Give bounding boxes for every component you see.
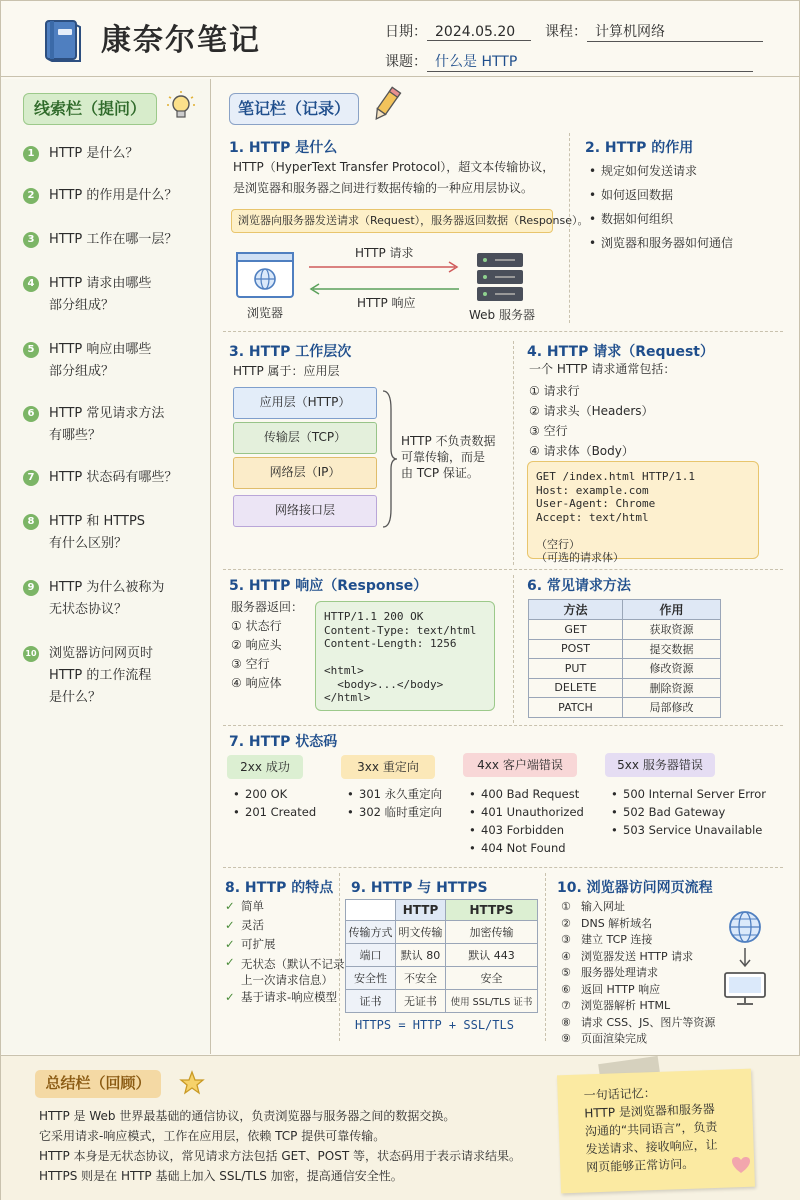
lightbulb-icon xyxy=(165,89,197,125)
response-part: ④ 响应体 xyxy=(231,676,282,690)
list-item: ✓ 可扩展 xyxy=(225,935,345,954)
memo-sticky-note: 一句话记忆： HTTP 是浏览器和服务器 沟通的“共同语言”，负责 发送请求、接收响应，让 网页能够正常访问。 xyxy=(557,1069,755,1194)
topic-value: 什么是 HTTP xyxy=(427,51,753,72)
monitor-icon xyxy=(723,971,767,1007)
section-4-intro: 一个 HTTP 请求通常包括： xyxy=(529,362,676,376)
https-formula: HTTPS = HTTP + SSL/TLS xyxy=(355,1018,514,1032)
https-cell: 安全 xyxy=(446,967,538,990)
http-cell: 无证书 xyxy=(396,990,446,1013)
http-cell: 明文传输 xyxy=(396,921,446,944)
list-item: ⑦ 浏览器解析 HTML xyxy=(561,999,671,1012)
section-1-body: HTTP（HyperText Transfer Protocol），超文本传输协议， 是浏览器和服务器之间进行数据传输的一种应用层协议。 xyxy=(233,160,555,195)
http-https-table xyxy=(345,899,538,1013)
http-features-list xyxy=(225,897,345,1007)
table-header: HTTP xyxy=(396,900,446,921)
course-label: 课程： xyxy=(545,24,587,40)
method-purpose-cell: 获取资源 xyxy=(623,620,721,640)
request-methods-table xyxy=(528,599,721,718)
list-item: ⑨ 页面渲染完成 xyxy=(561,1032,647,1045)
list-item: ✓ 灵活 xyxy=(225,916,345,935)
http-request-label: HTTP 请求 xyxy=(355,246,414,260)
method-purpose-cell: 局部修改 xyxy=(623,698,721,718)
response-code-sample: HTTP/1.1 200 OK Content-Type: text/html Content-Length: 1256 <html> <body>...</body> </html> xyxy=(315,601,495,711)
request-code-sample: GET /index.html HTTP/1.1 Host: example.com User-Agent: Chrome Accept: text/html （空行） （可选的请求体） xyxy=(527,461,759,559)
list-item: • 如何返回数据 xyxy=(587,183,733,207)
section-5-title: 5. HTTP 响应（Response） xyxy=(229,578,428,594)
list-item: ⑤ 服务器处理请求 xyxy=(561,966,658,979)
section-1-title: 1. HTTP 是什么 xyxy=(229,140,338,156)
book-icon xyxy=(43,17,83,63)
method-cell: GET xyxy=(529,620,623,640)
server-label: Web 服务器 xyxy=(469,308,535,322)
http-cell: 默认 80 xyxy=(396,944,446,967)
layer-link: 网络接口层 xyxy=(233,495,377,527)
list-item: • 规定如何发送请求 xyxy=(587,159,733,183)
response-part: ③ 空行 xyxy=(231,657,270,671)
table-row xyxy=(529,659,721,679)
status-2xx-badge: 2xx 成功 xyxy=(227,755,303,779)
list-item: • 301 永久重定向 xyxy=(345,785,442,803)
table-row xyxy=(346,990,538,1013)
http-response-label: HTTP 响应 xyxy=(357,296,416,310)
table-header: 作用 xyxy=(623,600,721,620)
list-item: ⑧ 请求 CSS、JS、图片等资源 xyxy=(561,1015,716,1029)
section-9-title: 9. HTTP 与 HTTPS xyxy=(351,880,488,896)
topic-label: 课题： xyxy=(385,54,427,70)
table-row xyxy=(529,678,721,698)
topic-field xyxy=(385,51,753,72)
https-cell: 默认 443 xyxy=(446,944,538,967)
cue-heading: 线索栏（提问） xyxy=(23,93,157,125)
date-value: 2024.05.20 xyxy=(427,24,531,41)
list-item: ④ 浏览器发送 HTTP 请求 xyxy=(561,949,694,963)
list-item: • 201 Created xyxy=(231,803,316,821)
list-item: • 数据如何组织 xyxy=(587,207,733,231)
list-item: • 401 Unauthorized xyxy=(467,803,584,821)
response-part: ② 响应头 xyxy=(231,638,282,652)
section-10-title: 10. 浏览器访问网页流程 xyxy=(557,880,713,896)
heart-icon xyxy=(731,1156,751,1174)
summary-text: HTTP 是 Web 世界最基础的通信协议，负责浏览器与服务器之间的数据交换。 它采用请求-响应模式，工作在应用层，依赖 TCP 提供可靠传输。 HTTP 本身是无状态协议，常见请求方法包括 GET、POST 等，状态码用于表示请求结果。 HTTPS 则是在 HTTP 基础上加入 SSL/TLS 加密，提高通信安全性。 xyxy=(39,1109,521,1183)
status-2xx-list xyxy=(231,785,316,821)
browser-label: 浏览器 xyxy=(247,306,284,320)
list-item: • 403 Forbidden xyxy=(467,821,584,839)
method-purpose-cell: 修改资源 xyxy=(623,659,721,679)
section-4-title: 4. HTTP 请求（Request） xyxy=(527,344,714,360)
list-item: • 400 Bad Request xyxy=(467,785,584,803)
method-purpose-cell: 提交数据 xyxy=(623,639,721,659)
list-item: ② DNS 解析域名 xyxy=(561,916,653,930)
section-3-title: 3. HTTP 工作层次 xyxy=(229,344,352,360)
star-icon xyxy=(179,1070,205,1096)
section-3-subtitle: HTTP 属于：应用层 xyxy=(233,364,340,378)
notes-heading: 笔记栏（记录） xyxy=(229,93,359,125)
method-purpose-cell: 删除资源 xyxy=(623,678,721,698)
list-item: ✓ 简单 xyxy=(225,897,345,916)
request-part: ① 请求行 xyxy=(529,384,580,398)
status-3xx-list xyxy=(345,785,442,821)
request-arrow xyxy=(307,261,461,273)
status-5xx-list xyxy=(609,785,766,839)
table-header: HTTPS xyxy=(446,900,538,921)
header xyxy=(1,1,800,77)
list-item: ✓ 无状态（默认不记录 上一次请求信息） xyxy=(225,954,345,988)
https-cell: 加密传输 xyxy=(446,921,538,944)
section-7-title: 7. HTTP 状态码 xyxy=(229,734,338,750)
server-icon xyxy=(475,251,525,305)
down-arrow-icon xyxy=(737,947,753,969)
cue-column: 线索栏（提问） 1 HTTP 是什么？ 2 HTTP 的作用是什么？ 3 HTTP 工作在哪一层？ 4 HTTP 请求由哪些 部分组成？ 5 HTTP 响应由哪些 部分组成？ 6 HTTP 常见请求方法 有哪些？ 7 HTTP 状态码有哪些？ 8 HTTP 和 HTTPS 有什么区别？ 9 HTTP 为什么被称为 无状态协议？ 10 浏览器访问网页时 HTTP 的工作流程 是什么？ xyxy=(1,79,211,1054)
list-item: • 302 临时重定向 xyxy=(345,803,442,821)
layer-application: 应用层（HTTP） xyxy=(233,387,377,419)
layer-brace xyxy=(381,389,399,529)
layer-transport: 传输层（TCP） xyxy=(233,422,377,454)
status-5xx-badge: 5xx 服务器错误 xyxy=(605,753,715,777)
page-load-steps xyxy=(561,899,715,1048)
table-row xyxy=(529,639,721,659)
table-header-row xyxy=(346,900,538,921)
request-part: ④ 请求体（Body） xyxy=(529,444,634,458)
list-item: • 502 Bad Gateway xyxy=(609,803,766,821)
course-field xyxy=(545,21,763,42)
https-cell: 使用 SSL/TLS 证书 xyxy=(446,990,538,1013)
row-label-cell: 安全性 xyxy=(346,967,396,990)
list-item: • 503 Service Unavailable xyxy=(609,821,766,839)
browser-icon xyxy=(235,251,295,301)
http-cell: 不安全 xyxy=(396,967,446,990)
list-item: ① 输入网址 xyxy=(561,900,625,913)
list-item: • 500 Internal Server Error xyxy=(609,785,766,803)
request-part: ③ 空行 xyxy=(529,424,568,438)
list-item: • 浏览器和服务器如何通信 xyxy=(587,231,733,255)
list-item: • 404 Not Found xyxy=(467,839,584,857)
http-functions-list xyxy=(587,159,733,255)
table-row xyxy=(346,967,538,990)
list-item: ⑥ 返回 HTTP 响应 xyxy=(561,982,661,996)
response-part: ① 状态行 xyxy=(231,619,282,633)
table-row xyxy=(529,620,721,640)
section-2-title: 2. HTTP 的作用 xyxy=(585,140,694,156)
section-8-title: 8. HTTP 的特点 xyxy=(225,880,334,896)
course-value: 计算机网络 xyxy=(587,21,763,42)
page-title: 康奈尔笔记 xyxy=(101,23,261,58)
status-4xx-list xyxy=(467,785,584,857)
table-header xyxy=(346,900,396,921)
date-field xyxy=(385,21,531,41)
status-3xx-badge: 3xx 重定向 xyxy=(341,755,435,779)
list-item: • 200 OK xyxy=(231,785,316,803)
method-cell: PUT xyxy=(529,659,623,679)
table-row xyxy=(346,921,538,944)
request-part: ② 请求头（Headers） xyxy=(529,404,654,418)
globe-icon xyxy=(727,909,763,945)
table-row xyxy=(529,698,721,718)
list-item: ③ 建立 TCP 连接 xyxy=(561,933,653,946)
status-4xx-badge: 4xx 客户端错误 xyxy=(463,753,577,777)
summary-section xyxy=(1,1055,800,1200)
request-response-highlight: 浏览器向服务器发送请求（Request），服务器返回数据（Response）。 xyxy=(231,209,553,233)
table-header-row xyxy=(529,600,721,620)
row-label-cell: 传输方式 xyxy=(346,921,396,944)
list-item: ✓ 基于请求-响应模型 xyxy=(225,988,345,1007)
layer-note: HTTP 不负责数据 可靠传输，而是 由 TCP 保证。 xyxy=(401,434,496,480)
summary-heading: 总结栏（回顾） xyxy=(35,1070,161,1098)
row-label-cell: 端口 xyxy=(346,944,396,967)
method-cell: DELETE xyxy=(529,678,623,698)
pencil-icon xyxy=(369,85,403,125)
row-label-cell: 证书 xyxy=(346,990,396,1013)
layer-network: 网络层（IP） xyxy=(233,457,377,489)
section-5-intro: 服务器返回： xyxy=(231,600,304,614)
section-6-title: 6. 常见请求方法 xyxy=(527,578,631,594)
method-cell: PATCH xyxy=(529,698,623,718)
table-header: 方法 xyxy=(529,600,623,620)
method-cell: POST xyxy=(529,639,623,659)
date-label: 日期： xyxy=(385,24,427,40)
table-row xyxy=(346,944,538,967)
